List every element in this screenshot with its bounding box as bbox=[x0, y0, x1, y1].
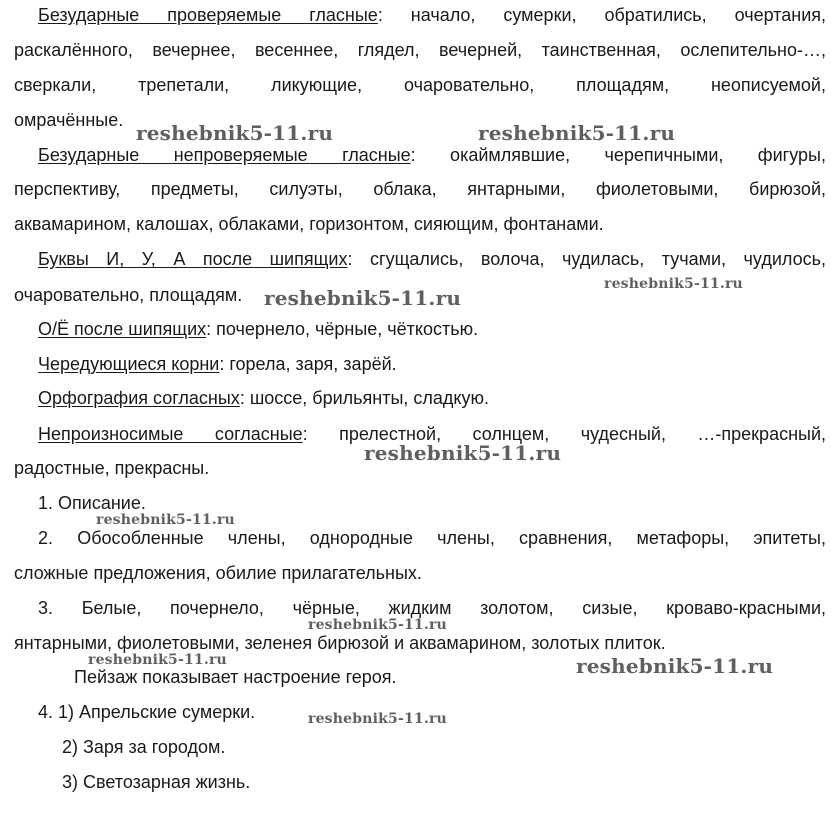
section-5-line-1 bbox=[38, 353, 397, 375]
watermark-text: reshebnik5-11.ru bbox=[604, 276, 743, 292]
answer-3-line-2: янтарными, фиолетовыми, зеленея бирюзой и аквамарином, золотых плиток. bbox=[14, 633, 666, 653]
watermark-text: reshebnik5-11.ru bbox=[136, 121, 334, 145]
section-1-line-4: омрачённые. bbox=[14, 110, 124, 130]
watermark-text: reshebnik5-11.ru bbox=[308, 617, 447, 633]
section-3-line-1 bbox=[14, 248, 826, 270]
section-4-label: О/Ё после шипящих bbox=[38, 319, 207, 339]
answer-4-item-3: 3) Светозарная жизнь. bbox=[62, 772, 251, 792]
section-5-text-1: : горела, заря, зарёй. bbox=[219, 354, 397, 374]
section-1-line-3: сверкали, трепетали, ликующие, очаровательно, площадям, неописуемой, bbox=[14, 75, 826, 95]
section-2-label: Безударные непроверяемые гласные bbox=[38, 145, 411, 165]
watermark-text: reshebnik5-11.ru bbox=[96, 512, 235, 528]
section-2-line-3: аквамарином, калошах, облаками, горизонтом, сияющим, фонтанами. bbox=[14, 214, 604, 234]
section-6-label: Орфография согласных bbox=[38, 388, 240, 408]
answer-4-item-1: 4. 1) Апрельские сумерки. bbox=[38, 702, 256, 722]
answer-3-line-3: Пейзаж показывает настроение героя. bbox=[74, 667, 397, 687]
section-6-line-1 bbox=[38, 387, 489, 409]
section-7-line-2: радостные, прекрасны. bbox=[14, 458, 210, 478]
answer-1: 1. Описание. bbox=[38, 493, 146, 513]
section-2-text-1: : окаймлявшие, черепичными, фигуры, bbox=[410, 145, 826, 165]
section-5-label: Чередующиеся корни bbox=[38, 354, 220, 374]
answer-2-line-2: сложные предложения, обилие прилагательных. bbox=[14, 563, 422, 583]
section-1-line-2: раскалённого, вечернее, весеннее, глядел, вечерней, таинственная, ослепительно-…, bbox=[14, 40, 826, 60]
watermark-text: reshebnik5-11.ru bbox=[478, 121, 676, 145]
section-3-line-2: очаровательно, площадям. bbox=[14, 285, 243, 305]
section-4-text-1: : почернело, чёрные, чёткостью. bbox=[206, 319, 479, 339]
answer-3-line-1: 3. Белые, почернело, чёрные, жидким золотом, сизые, кроваво-красными, bbox=[38, 598, 826, 618]
section-3-label: Буквы И, У, А после шипящих bbox=[38, 249, 348, 269]
section-7-text-1: : прелестной, солнцем, чудесный, …-прекрасный, bbox=[302, 424, 827, 444]
answer-2-line-1: 2. Обособленные члены, однородные члены, сравнения, метафоры, эпитеты, bbox=[38, 528, 826, 548]
section-1-line-1 bbox=[14, 4, 826, 26]
section-1-label: Безударные проверяемые гласные bbox=[38, 5, 378, 25]
watermark-text: reshebnik5-11.ru bbox=[364, 441, 562, 465]
watermark-text: reshebnik5-11.ru bbox=[308, 711, 447, 727]
section-2-line-2: перспективу, предметы, силуэты, облака, янтарными, фиолетовыми, бирюзой, bbox=[14, 179, 826, 199]
section-6-text-1: : шоссе, брильянты, сладкую. bbox=[239, 388, 489, 408]
section-4-line-1 bbox=[38, 318, 478, 340]
section-1-text-1: : начало, сумерки, обратились, очертания, bbox=[377, 5, 827, 25]
watermark-text: reshebnik5-11.ru bbox=[576, 654, 774, 678]
answer-4-item-2: 2) Заря за городом. bbox=[62, 737, 226, 757]
watermark-text: reshebnik5-11.ru bbox=[88, 652, 227, 668]
section-7-label: Непроизносимые согласные bbox=[38, 424, 303, 444]
section-3-text-1: : сгущались, волоча, чудилась, тучами, чудилось, bbox=[347, 249, 826, 269]
watermark-text: reshebnik5-11.ru bbox=[264, 286, 462, 310]
section-2-line-1 bbox=[14, 144, 826, 166]
